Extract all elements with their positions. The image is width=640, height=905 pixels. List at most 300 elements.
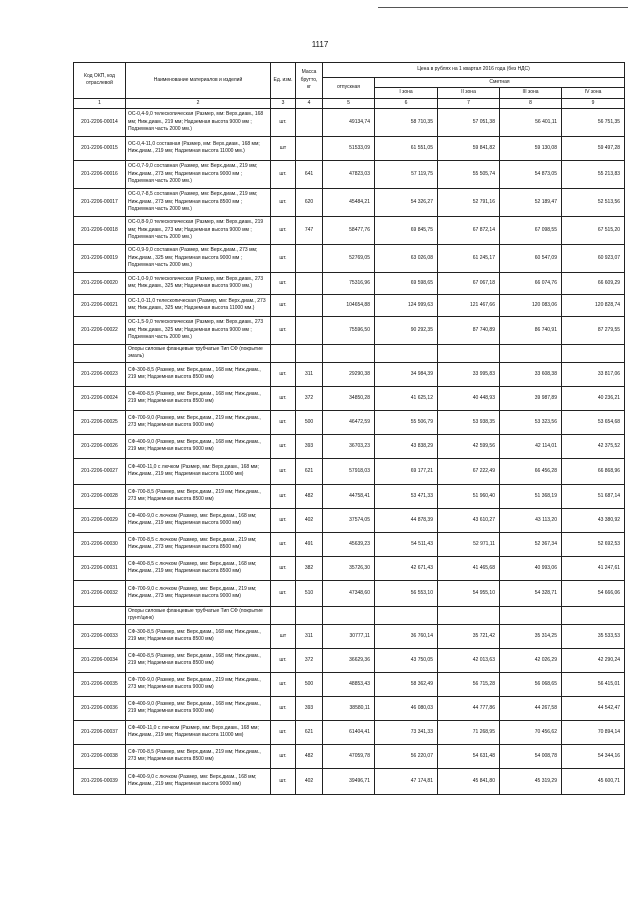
cell-unit: шт xyxy=(271,624,296,648)
cell-code: 201-2206-00018 xyxy=(74,216,126,244)
table-row xyxy=(74,244,625,272)
cell-zone-1: 43 838,29 xyxy=(375,434,438,458)
cell-code: 201-2206-00033 xyxy=(74,624,126,648)
cell-zone-2: 61 245,17 xyxy=(438,244,500,272)
cell-zone-4: 120 828,74 xyxy=(562,294,625,316)
cell-unit: шт. xyxy=(271,410,296,434)
cell-zone-2: 44 777,86 xyxy=(438,696,500,720)
cell-mass: 372 xyxy=(296,386,323,410)
header-release: отпускная xyxy=(323,78,375,99)
cell-name: ОС-0,7-9,0 составная (Размер, мм: Верх.диам., 219 мм; Ниж.диам., 273 мм; Надземная высота 9000 мм ; Подземная часть 2000 мм.) xyxy=(126,160,271,188)
header-code: Код ОКП, код отраслевой xyxy=(74,63,126,99)
cell-name: СФ-400-11,0 с лючком (Размер, мм: Верх.диам., 168 мм; Ниж.диам., 219 мм; Надземная высота 11000 мм) xyxy=(126,458,271,484)
cell-code: 201-2206-00015 xyxy=(74,136,126,160)
col-number-7: 7 xyxy=(438,98,500,108)
cell-zone-2: 71 268,95 xyxy=(438,720,500,744)
section-title: Опоры силовые фланцевые трубчатые Тип СФ (покрытие эмаль) xyxy=(126,344,271,362)
cell-mass: 500 xyxy=(296,410,323,434)
cell-zone-1: 58 710,35 xyxy=(375,108,438,136)
cell-code: 201-2206-00031 xyxy=(74,556,126,580)
cell-zone-3: 40 993,06 xyxy=(500,556,562,580)
cell-zone-4: 59 497,28 xyxy=(562,136,625,160)
cell-zone-4: 54 344,16 xyxy=(562,744,625,768)
table-row xyxy=(74,136,625,160)
col-number-9: 9 xyxy=(562,98,625,108)
col-number-8: 8 xyxy=(500,98,562,108)
cell-code: 201-2206-00036 xyxy=(74,696,126,720)
cell-unit: шт. xyxy=(271,294,296,316)
cell-code: 201-2206-00023 xyxy=(74,362,126,386)
cell-unit: шт. xyxy=(271,580,296,606)
cell-name: СФ-400-8,5 с лючком (Размер, мм: Верх.диам., 168 мм; Ниж.диам., 219 мм; Надземная высота 8500 мм) xyxy=(126,556,271,580)
cell-mass: 393 xyxy=(296,696,323,720)
cell-release: 104654,88 xyxy=(323,294,375,316)
cell-release: 46472,59 xyxy=(323,410,375,434)
table-row xyxy=(74,188,625,216)
cell-zone-1: 124 999,63 xyxy=(375,294,438,316)
section-row xyxy=(74,606,625,624)
cell-mass: 382 xyxy=(296,556,323,580)
cell-zone-1: 90 292,35 xyxy=(375,316,438,344)
table-row xyxy=(74,720,625,744)
col-number-5: 5 xyxy=(323,98,375,108)
section-title: Опоры силовые фланцевые трубчатые Тип СФ (покрытие грунт/цинк) xyxy=(126,606,271,624)
cell-zone-2: 54 955,10 xyxy=(438,580,500,606)
cell-zone-2: 87 740,89 xyxy=(438,316,500,344)
cell-zone-2: 40 448,93 xyxy=(438,386,500,410)
cell-zone-1: 54 326,27 xyxy=(375,188,438,216)
cell-zone-1: 43 750,05 xyxy=(375,648,438,672)
cell-release: 51533,09 xyxy=(323,136,375,160)
cell-release xyxy=(323,606,375,624)
cell-unit: шт. xyxy=(271,744,296,768)
cell-zone-4: 66 609,29 xyxy=(562,272,625,294)
table-body xyxy=(74,108,625,794)
cell-zone-4: 56 751,35 xyxy=(562,108,625,136)
cell-unit xyxy=(271,344,296,362)
cell-mass: 482 xyxy=(296,484,323,508)
cell-zone-1: 56 220,07 xyxy=(375,744,438,768)
cell-name: СФ-700-9,0 с лючком (Размер, мм: Верх.диам., 219 мм; Ниж.диам., 273 мм; Надземная высота 9000 мм) xyxy=(126,580,271,606)
cell-zone-2: 52 791,16 xyxy=(438,188,500,216)
cell-zone-3: 42 026,29 xyxy=(500,648,562,672)
cell-code: 201-2206-00035 xyxy=(74,672,126,696)
table-row xyxy=(74,108,625,136)
section-row xyxy=(74,344,625,362)
cell-zone-1: 56 553,10 xyxy=(375,580,438,606)
cell-zone-2: 42 599,56 xyxy=(438,434,500,458)
cell-release: 29290,38 xyxy=(323,362,375,386)
cell-zone-1: 44 878,39 xyxy=(375,508,438,532)
cell-mass xyxy=(296,244,323,272)
cell-zone-4: 53 654,68 xyxy=(562,410,625,434)
cell-name: ОС-0,4-9,0 телескопическая (Размер, мм: Верх.диам., 168 мм; Ниж.диам., 219 мм; Надземная высота 9000 мм ; Подземная часть 2000 мм.) xyxy=(126,108,271,136)
cell-code: 201-2206-00032 xyxy=(74,580,126,606)
cell-mass: 621 xyxy=(296,458,323,484)
cell-mass: 491 xyxy=(296,532,323,556)
cell-zone-1: 61 551,05 xyxy=(375,136,438,160)
cell-release: 44758,41 xyxy=(323,484,375,508)
cell-zone-3: 51 368,19 xyxy=(500,484,562,508)
cell-zone-4: 42 375,52 xyxy=(562,434,625,458)
col-number-3: 3 xyxy=(271,98,296,108)
table-row xyxy=(74,272,625,294)
cell-unit: шт. xyxy=(271,216,296,244)
cell-name: ОС-0,7-8,5 составная (Размер, мм: Верх.диам., 219 мм; Ниж.диам., 273 мм; Надземная высота 8500 мм ; Подземная часть 2000 мм.) xyxy=(126,188,271,216)
cell-zone-1: 57 119,75 xyxy=(375,160,438,188)
cell-zone-1: 41 625,12 xyxy=(375,386,438,410)
cell-zone-2: 42 013,63 xyxy=(438,648,500,672)
cell-release: 75596,50 xyxy=(323,316,375,344)
cell-code: 201-2206-00020 xyxy=(74,272,126,294)
cell-zone-1: 34 984,39 xyxy=(375,362,438,386)
cell-mass xyxy=(296,344,323,362)
cell-zone-4: 56 415,01 xyxy=(562,672,625,696)
cell-zone-2: 33 995,83 xyxy=(438,362,500,386)
cell-code: 201-2206-00038 xyxy=(74,744,126,768)
cell-zone-4: 41 247,61 xyxy=(562,556,625,580)
cell-zone-4: 51 687,14 xyxy=(562,484,625,508)
table-row xyxy=(74,458,625,484)
table-row xyxy=(74,508,625,532)
cell-zone-3: 56 068,65 xyxy=(500,672,562,696)
cell-code xyxy=(74,606,126,624)
table-row xyxy=(74,744,625,768)
cell-zone-4: 66 868,96 xyxy=(562,458,625,484)
cell-zone-3: 67 098,55 xyxy=(500,216,562,244)
header-name: Наименование материалов и изделий xyxy=(126,63,271,99)
cell-zone-4: 43 380,92 xyxy=(562,508,625,532)
cell-code: 201-2206-00014 xyxy=(74,108,126,136)
cell-code: 201-2206-00027 xyxy=(74,458,126,484)
top-rule xyxy=(378,7,628,8)
cell-code: 201-2206-00028 xyxy=(74,484,126,508)
cell-zone-4: 35 533,53 xyxy=(562,624,625,648)
cell-zone-3: 52 189,47 xyxy=(500,188,562,216)
cell-code: 201-2206-00022 xyxy=(74,316,126,344)
cell-mass: 402 xyxy=(296,768,323,794)
cell-zone-1: 73 341,33 xyxy=(375,720,438,744)
table-row xyxy=(74,316,625,344)
cell-code: 201-2206-00037 xyxy=(74,720,126,744)
cell-code: 201-2206-00026 xyxy=(74,434,126,458)
table-row xyxy=(74,696,625,720)
cell-zone-2: 121 467,66 xyxy=(438,294,500,316)
cell-zone-2: 43 610,27 xyxy=(438,508,500,532)
table-row xyxy=(74,434,625,458)
cell-zone-2: 53 938,35 xyxy=(438,410,500,434)
cell-zone-3: 70 456,62 xyxy=(500,720,562,744)
cell-release: 52769,05 xyxy=(323,244,375,272)
cell-name: СФ-400-8,5 (Размер, мм: Верх.диам., 168 мм; Ниж.диам., 219 мм; Надземная высота 8500 мм) xyxy=(126,386,271,410)
cell-zone-3: 33 608,38 xyxy=(500,362,562,386)
cell-zone-2: 54 631,48 xyxy=(438,744,500,768)
cell-mass xyxy=(296,272,323,294)
cell-release: 36629,36 xyxy=(323,648,375,672)
cell-zone-4 xyxy=(562,344,625,362)
cell-zone-2 xyxy=(438,606,500,624)
cell-release: 47059,78 xyxy=(323,744,375,768)
cell-unit: шт. xyxy=(271,316,296,344)
cell-zone-1: 36 760,14 xyxy=(375,624,438,648)
cell-unit xyxy=(271,606,296,624)
cell-unit: шт xyxy=(271,136,296,160)
cell-mass: 393 xyxy=(296,434,323,458)
cell-unit: шт. xyxy=(271,458,296,484)
cell-zone-1: 69 598,65 xyxy=(375,272,438,294)
cell-zone-2: 59 841,82 xyxy=(438,136,500,160)
cell-name: СФ-700-9,0 (Размер, мм: Верх.диам., 219 мм; Ниж.диам., 273 мм; Надземная высота 9000 мм) xyxy=(126,672,271,696)
cell-zone-4: 87 279,55 xyxy=(562,316,625,344)
cell-mass: 311 xyxy=(296,624,323,648)
cell-zone-1: 42 671,43 xyxy=(375,556,438,580)
cell-unit: шт. xyxy=(271,272,296,294)
cell-zone-1 xyxy=(375,606,438,624)
cell-name: ОС-1,0-9,0 телескопическая (Размер, мм: Верх.диам., 273 мм; Ниж.диам., 325 мм; Надземная высота 9000 мм.) xyxy=(126,272,271,294)
cell-mass: 620 xyxy=(296,188,323,216)
cell-zone-3: 45 319,29 xyxy=(500,768,562,794)
cell-mass: 510 xyxy=(296,580,323,606)
cell-zone-4: 42 290,24 xyxy=(562,648,625,672)
cell-unit: шт. xyxy=(271,532,296,556)
cell-zone-2: 67 222,49 xyxy=(438,458,500,484)
cell-zone-3: 54 873,05 xyxy=(500,160,562,188)
cell-unit: шт. xyxy=(271,362,296,386)
cell-zone-2: 45 841,80 xyxy=(438,768,500,794)
cell-release: 47823,03 xyxy=(323,160,375,188)
cell-zone-3: 59 130,08 xyxy=(500,136,562,160)
cell-name: СФ-400-9,0 (Размер, мм: Верх.диам., 168 мм; Ниж.диам., 219 мм; Надземная высота 9000 мм) xyxy=(126,696,271,720)
cell-code: 201-2206-00017 xyxy=(74,188,126,216)
table-row xyxy=(74,410,625,434)
cell-zone-3: 44 267,58 xyxy=(500,696,562,720)
cell-mass: 311 xyxy=(296,362,323,386)
cell-zone-4: 40 236,21 xyxy=(562,386,625,410)
cell-code: 201-2206-00025 xyxy=(74,410,126,434)
cell-zone-3 xyxy=(500,606,562,624)
cell-zone-3: 53 323,56 xyxy=(500,410,562,434)
header-price-group: Цена в рублях на 1 квартал 2016 года (без НДС) xyxy=(323,63,625,78)
cell-zone-2: 56 715,28 xyxy=(438,672,500,696)
table-row xyxy=(74,648,625,672)
cell-code: 201-2206-00030 xyxy=(74,532,126,556)
cell-release: 35726,30 xyxy=(323,556,375,580)
table-row xyxy=(74,556,625,580)
cell-mass xyxy=(296,606,323,624)
cell-release: 45639,23 xyxy=(323,532,375,556)
cell-release: 61404,41 xyxy=(323,720,375,744)
page-number: 1117 xyxy=(311,40,329,49)
cell-release: 34850,28 xyxy=(323,386,375,410)
cell-zone-2: 67 067,18 xyxy=(438,272,500,294)
cell-name: СФ-400-9,0 с лючком (Размер, мм: Верх.диам., 168 мм; Ниж.диам., 219 мм; Надземная высота 9000 мм) xyxy=(126,508,271,532)
cell-zone-1: 46 080,03 xyxy=(375,696,438,720)
table-row xyxy=(74,532,625,556)
cell-release: 58477,76 xyxy=(323,216,375,244)
cell-name: СФ-400-9,0 с лючком (Размер, мм: Верх.диам., 168 мм; Ниж.диам., 219 мм; Надземная высота 9000 мм) xyxy=(126,768,271,794)
cell-mass: 402 xyxy=(296,508,323,532)
cell-zone-4 xyxy=(562,606,625,624)
cell-zone-4: 60 923,07 xyxy=(562,244,625,272)
cell-unit: шт. xyxy=(271,696,296,720)
cell-release: 30777,11 xyxy=(323,624,375,648)
cell-code: 201-2206-00021 xyxy=(74,294,126,316)
table-row xyxy=(74,580,625,606)
header-zone-4: IV зона xyxy=(562,88,625,98)
cell-zone-2: 55 505,74 xyxy=(438,160,500,188)
cell-zone-1: 54 511,43 xyxy=(375,532,438,556)
table-row xyxy=(74,624,625,648)
cell-zone-4: 70 894,14 xyxy=(562,720,625,744)
cell-zone-3: 43 113,20 xyxy=(500,508,562,532)
cell-release: 37574,05 xyxy=(323,508,375,532)
cell-release: 45484,21 xyxy=(323,188,375,216)
col-number-4: 4 xyxy=(296,98,323,108)
cell-name: ОС-0,8-9,0 телескопическая (Размер, мм: Верх.диам., 219 мм; Ниж.диам., 273 мм; Надземная высота 9000 мм ; Подземная часть 2000 мм.) xyxy=(126,216,271,244)
cell-name: СФ-700-8,5 (Размер, мм: Верх.диам., 219 мм; Ниж.диам., 273 мм; Надземная высота 8500 мм) xyxy=(126,744,271,768)
cell-unit: шт. xyxy=(271,556,296,580)
cell-zone-4: 44 542,47 xyxy=(562,696,625,720)
cell-zone-2: 51 960,40 xyxy=(438,484,500,508)
cell-mass xyxy=(296,294,323,316)
cell-unit: шт. xyxy=(271,386,296,410)
cell-unit: шт. xyxy=(271,672,296,696)
header-zone-2: II зона xyxy=(438,88,500,98)
cell-zone-1: 53 471,33 xyxy=(375,484,438,508)
cell-mass xyxy=(296,316,323,344)
cell-zone-3: 60 547,09 xyxy=(500,244,562,272)
cell-name: СФ-700-9,0 (Размер, мм: Верх.диам., 219 мм; Ниж.диам., 273 мм; Надземная высота 9000 мм) xyxy=(126,410,271,434)
col-number-2: 2 xyxy=(126,98,271,108)
cell-name: СФ-400-9,0 (Размер, мм: Верх.диам., 168 мм; Ниж.диам., 219 мм; Надземная высота 9000 мм) xyxy=(126,434,271,458)
cell-code: 201-2206-00039 xyxy=(74,768,126,794)
cell-zone-3: 52 367,34 xyxy=(500,532,562,556)
table-row xyxy=(74,362,625,386)
cell-release: 36703,23 xyxy=(323,434,375,458)
cell-unit: шт. xyxy=(271,508,296,532)
cell-zone-1: 63 026,08 xyxy=(375,244,438,272)
cell-zone-4: 45 600,71 xyxy=(562,768,625,794)
cell-unit: шт. xyxy=(271,160,296,188)
cell-zone-4: 33 817,06 xyxy=(562,362,625,386)
cell-zone-3: 35 314,25 xyxy=(500,624,562,648)
cell-unit: шт. xyxy=(271,188,296,216)
table-row xyxy=(74,768,625,794)
cell-zone-4: 67 515,20 xyxy=(562,216,625,244)
cell-unit: шт. xyxy=(271,768,296,794)
cell-name: СФ-400-8,5 (Размер, мм: Верх.диам., 168 мм; Ниж.диам., 219 мм; Надземная высота 8500 мм) xyxy=(126,648,271,672)
cell-zone-3: 86 740,91 xyxy=(500,316,562,344)
cell-zone-1: 69 177,21 xyxy=(375,458,438,484)
cell-zone-2: 35 721,42 xyxy=(438,624,500,648)
cell-mass: 500 xyxy=(296,672,323,696)
cell-release: 38580,11 xyxy=(323,696,375,720)
cell-release xyxy=(323,344,375,362)
col-number-6: 6 xyxy=(375,98,438,108)
cell-release: 57918,03 xyxy=(323,458,375,484)
cell-unit: шт. xyxy=(271,720,296,744)
cell-code xyxy=(74,344,126,362)
cell-zone-2: 41 465,68 xyxy=(438,556,500,580)
cell-zone-2: 52 971,11 xyxy=(438,532,500,556)
cell-zone-1: 58 362,49 xyxy=(375,672,438,696)
cell-code: 201-2206-00019 xyxy=(74,244,126,272)
header-unit: Ед. изм. xyxy=(271,63,296,99)
cell-mass: 372 xyxy=(296,648,323,672)
cell-name: ОС-0,4-11,0 составная (Размер, мм: Верх.диам., 168 мм; Ниж.диам., 219 мм; Надземная высота 11000 мм.) xyxy=(126,136,271,160)
table-row xyxy=(74,160,625,188)
cell-code: 201-2206-00016 xyxy=(74,160,126,188)
table-row xyxy=(74,294,625,316)
cell-mass xyxy=(296,136,323,160)
table-row xyxy=(74,484,625,508)
cell-zone-4: 52 513,56 xyxy=(562,188,625,216)
cell-release: 47348,60 xyxy=(323,580,375,606)
cell-name: ОС-1,0-11,0 телескопическая (Размер, мм: Верх.диам., 273 мм; Ниж.диам., 325 мм; Надземная высота 11000 мм.) xyxy=(126,294,271,316)
cell-unit: шт. xyxy=(271,244,296,272)
cell-mass: 482 xyxy=(296,744,323,768)
cell-code: 201-2206-00029 xyxy=(74,508,126,532)
cell-zone-2: 67 872,14 xyxy=(438,216,500,244)
cell-name: СФ-400-11,0 с лючком (Размер, мм: Верх.диам., 168 мм; Ниж.диам., 219 мм; Надземная высота 11000 мм) xyxy=(126,720,271,744)
cell-name: СФ-300-8,5 (Размер, мм: Верх.диам., 168 мм; Ниж.диам., 219 мм; Надземная высота 8500 мм) xyxy=(126,624,271,648)
cell-release: 75316,96 xyxy=(323,272,375,294)
cell-zone-3: 66 074,76 xyxy=(500,272,562,294)
cell-unit: шт. xyxy=(271,484,296,508)
cell-release: 39496,71 xyxy=(323,768,375,794)
cell-zone-3: 39 987,89 xyxy=(500,386,562,410)
table-row xyxy=(74,672,625,696)
cell-mass: 747 xyxy=(296,216,323,244)
table-row xyxy=(74,216,625,244)
cell-unit: шт. xyxy=(271,108,296,136)
cell-release: 49134,74 xyxy=(323,108,375,136)
cell-zone-1 xyxy=(375,344,438,362)
cell-mass: 621 xyxy=(296,720,323,744)
cell-name: ОС-0,9-9,0 составная (Размер, мм: Верх.диам., 273 мм; Ниж.диам., 325 мм; Надземная высота 9000 мм ; Подземная часть 2000 мм.) xyxy=(126,244,271,272)
cell-zone-3: 120 083,06 xyxy=(500,294,562,316)
cell-zone-3: 56 401,11 xyxy=(500,108,562,136)
cell-zone-4: 54 666,06 xyxy=(562,580,625,606)
header-zone-3: III зона xyxy=(500,88,562,98)
cell-zone-3 xyxy=(500,344,562,362)
cell-code: 201-2206-00024 xyxy=(74,386,126,410)
cell-name: СФ-700-8,5 (Размер, мм: Верх.диам., 219 мм; Ниж.диам., 273 мм; Надземная высота 8500 мм) xyxy=(126,484,271,508)
table-row xyxy=(74,386,625,410)
cell-release: 48853,43 xyxy=(323,672,375,696)
cell-name: СФ-300-8,5 (Размер, мм: Верх.диам., 168 мм; Ниж.диам., 219 мм; Надземная высота 8500 мм) xyxy=(126,362,271,386)
cell-mass xyxy=(296,108,323,136)
col-number-1: 1 xyxy=(74,98,126,108)
cell-name: ОС-1,5-9,0 телескопическая (Размер, мм: Верх.диам., 273 мм; Ниж.диам., 325 мм; Надземная высота 9000 мм ; Подземная часть 2000 мм.) xyxy=(126,316,271,344)
cell-zone-1: 55 506,79 xyxy=(375,410,438,434)
header-zone-1: I зона xyxy=(375,88,438,98)
cell-zone-3: 66 456,28 xyxy=(500,458,562,484)
cell-zone-4: 55 213,83 xyxy=(562,160,625,188)
cell-code: 201-2206-00034 xyxy=(74,648,126,672)
cell-zone-2: 57 051,38 xyxy=(438,108,500,136)
cell-zone-3: 54 328,71 xyxy=(500,580,562,606)
cell-mass: 641 xyxy=(296,160,323,188)
cell-zone-2 xyxy=(438,344,500,362)
cell-zone-1: 69 845,75 xyxy=(375,216,438,244)
cell-unit: шт. xyxy=(271,648,296,672)
price-table xyxy=(73,62,625,795)
cell-zone-3: 54 008,78 xyxy=(500,744,562,768)
cell-zone-3: 42 114,01 xyxy=(500,434,562,458)
header-estimate: Сметная xyxy=(375,78,625,88)
cell-zone-1: 47 174,81 xyxy=(375,768,438,794)
